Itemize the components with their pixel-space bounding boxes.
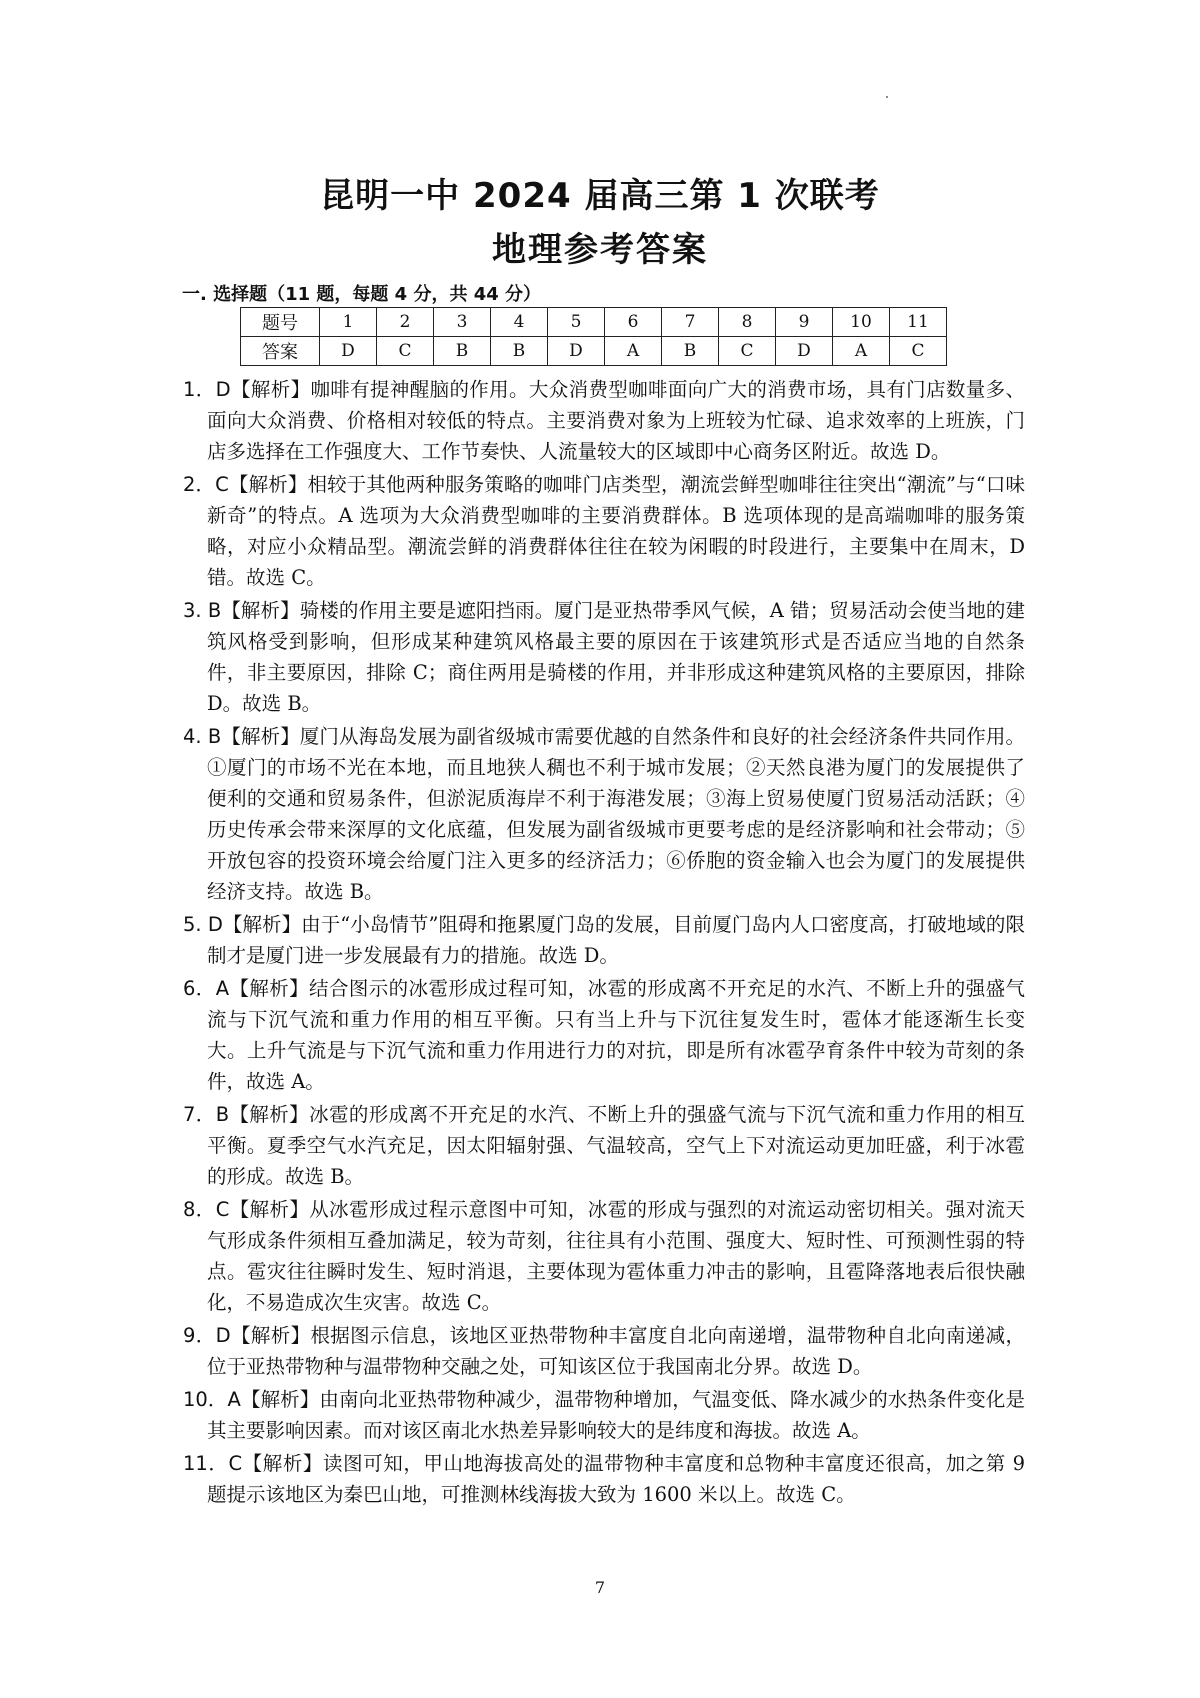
explanation-text: 由南向北亚热带物种减少，温带物种增加，气温变低、降水减少的水热条件变化是其主要影响因素。而对该区南北水热差异影响较大的是纬度和海拔。故选 A。	[207, 1388, 1025, 1442]
question-number: 6	[605, 308, 662, 337]
explanation-item	[183, 909, 1025, 971]
explanation-text: 骑楼的作用主要是遮阳挡雨。厦门是亚热带季风气候，A 错；贸易活动会使当地的建筑风格受到影响，但形成某种建筑风格最主要的原因在于该建筑形式是否适应当地的自然条件，非主要原因，排除 C；商住两用是骑楼的作用，并非形成这种建筑风格的主要原因，排除 D。故选 B。	[207, 599, 1025, 715]
explanation-text: 冰雹的形成离不开充足的水汽、不断上升的强盛气流与下沉气流和重力作用的相互平衡。夏季空气水汽充足，因太阳辐射强、气温较高，空气上下对流运动更加旺盛，利于冰雹的形成。故选 B。	[207, 1103, 1025, 1188]
explanation-text: 由于“小岛情节”阻碍和拖累厦门岛的发展，目前厦门岛内人口密度高，打破地域的限制才是厦门进一步发展最有力的措施。故选 D。	[207, 913, 1025, 967]
explanation-text: 结合图示的冰雹形成过程可知，冰雹的形成离不开充足的水汽、不断上升的强盛气流与下沉气流和重力作用的相互平衡。只有当上升与下沉往复发生时，雹体才能逐渐生长变大。上升气流是与下沉气流和重力作用进行力的对抗，即是所有冰雹孕育条件中较为苛刻的条件，故选 A。	[207, 977, 1025, 1093]
row-header-answers: 答案	[241, 337, 320, 366]
explanation-label: 3. B【解析】	[183, 599, 300, 622]
explanation-item	[183, 973, 1025, 1097]
answer-table-row-answers	[241, 337, 947, 366]
explanation-text: 读图可知，甲山地海拔高处的温带物种丰富度和总物种丰富度还很高，加之第 9 题提示该地区为秦巴山地，可推测林线海拔大致为 1600 米以上。故选 C。	[207, 1452, 1025, 1506]
answer-letter: A	[605, 337, 662, 366]
answer-letter: A	[833, 337, 890, 366]
explanation-label: 8．C【解析】	[183, 1198, 310, 1221]
page-number: 7	[594, 1578, 606, 1597]
question-number: 4	[491, 308, 548, 337]
explanation-label: 4. B【解析】	[183, 725, 300, 748]
explanation-item	[183, 721, 1025, 907]
explanation-label: 5. D【解析】	[183, 913, 302, 936]
question-number: 1	[320, 308, 377, 337]
explanation-label: 9．D【解析】	[183, 1324, 311, 1347]
answer-letter: C	[377, 337, 434, 366]
explanation-list	[183, 374, 1025, 1512]
answer-letter: C	[719, 337, 776, 366]
question-number: 3	[434, 308, 491, 337]
explanation-item	[183, 469, 1025, 593]
question-number: 5	[548, 308, 605, 337]
answer-letter: B	[662, 337, 719, 366]
question-number: 9	[776, 308, 833, 337]
explanation-item	[183, 1320, 1025, 1382]
explanation-label: 7．B【解析】	[183, 1103, 310, 1126]
answer-letter: C	[890, 337, 947, 366]
answer-table	[240, 307, 947, 366]
question-number: 11	[890, 308, 947, 337]
question-number: 2	[377, 308, 434, 337]
answer-letter: B	[491, 337, 548, 366]
answer-table-row-numbers	[241, 308, 947, 337]
explanation-label: 10．A【解析】	[183, 1388, 320, 1411]
question-number: 10	[833, 308, 890, 337]
document-title: 昆明一中 2024 届高三第 1 次联考	[320, 176, 880, 216]
answer-letter: D	[548, 337, 605, 366]
explanation-text: 根据图示信息，该地区亚热带物种丰富度自北向南递增，温带物种自北向南递减，位于亚热带物种与温带物种交融之处，可知该区位于我国南北分界。故选 D。	[207, 1324, 1025, 1378]
answer-letter: D	[776, 337, 833, 366]
explanation-text: 咖啡有提神醒脑的作用。大众消费型咖啡面向广大的消费市场，具有门店数量多、面向大众消费、价格相对较低的特点。主要消费对象为上班较为忙碌、追求效率的上班族，门店多选择在工作强度大、工作节奏快、人流量较大的区域即中心商务区附近。故选 D。	[207, 378, 1025, 463]
document-subtitle: 地理参考答案	[492, 230, 708, 270]
explanation-text: 厦门从海岛发展为副省级城市需要优越的自然条件和良好的社会经济条件共同作用。①厦门的市场不光在本地，而且地狭人稠也不利于城市发展；②天然良港为厦门的发展提供了便利的交通和贸易条件，但淤泥质海岸不利于海港发展；③海上贸易使厦门贸易活动活跃；④历史传承会带来深厚的文化底蕴，但发展为副省级城市更要考虑的是经济影响和社会带动；⑤开放包容的投资环境会给厦门注入更多的经济活力；⑥侨胞的资金输入也会为厦门的发展提供经济支持。故选 B。	[207, 725, 1025, 903]
explanation-item	[183, 1384, 1025, 1446]
explanation-item	[183, 1194, 1025, 1318]
explanation-item	[183, 1448, 1025, 1510]
answer-letter: D	[320, 337, 377, 366]
explanation-label: 2．C【解析】	[183, 473, 308, 496]
explanation-item	[183, 374, 1025, 467]
explanation-item	[183, 595, 1025, 719]
section-heading: 一. 选择题（11 题，每题 4 分，共 44 分）	[182, 284, 542, 305]
explanation-text: 从冰雹形成过程示意图中可知，冰雹的形成与强烈的对流运动密切相关。强对流天气形成条件须相互叠加满足，较为苛刻，往往具有小范围、强度大、短时性、可预测性弱的特点。雹灾往往瞬时发生、短时消退，主要体现为雹体重力冲击的影响，且雹降落地表后很快融化，不易造成次生灾害。故选 C。	[207, 1198, 1025, 1314]
question-number: 8	[719, 308, 776, 337]
scan-speck	[886, 96, 888, 98]
question-number: 7	[662, 308, 719, 337]
row-header-numbers: 题号	[241, 308, 320, 337]
explanation-text: 相较于其他两种服务策略的咖啡门店类型，潮流尝鲜型咖啡往往突出“潮流”与“口味新奇”的特点。A 选项为大众消费型咖啡的主要消费群体。B 选项体现的是高端咖啡的服务策略，对应小众精品型。潮流尝鲜的消费群体往往在较为闲暇的时段进行，主要集中在周末，D 错。故选 C。	[207, 473, 1025, 589]
answer-letter: B	[434, 337, 491, 366]
explanation-label: 11．C【解析】	[183, 1452, 324, 1475]
explanation-item	[183, 1099, 1025, 1192]
explanation-label: 6．A【解析】	[183, 977, 310, 1000]
explanation-label: 1．D【解析】	[183, 378, 311, 401]
